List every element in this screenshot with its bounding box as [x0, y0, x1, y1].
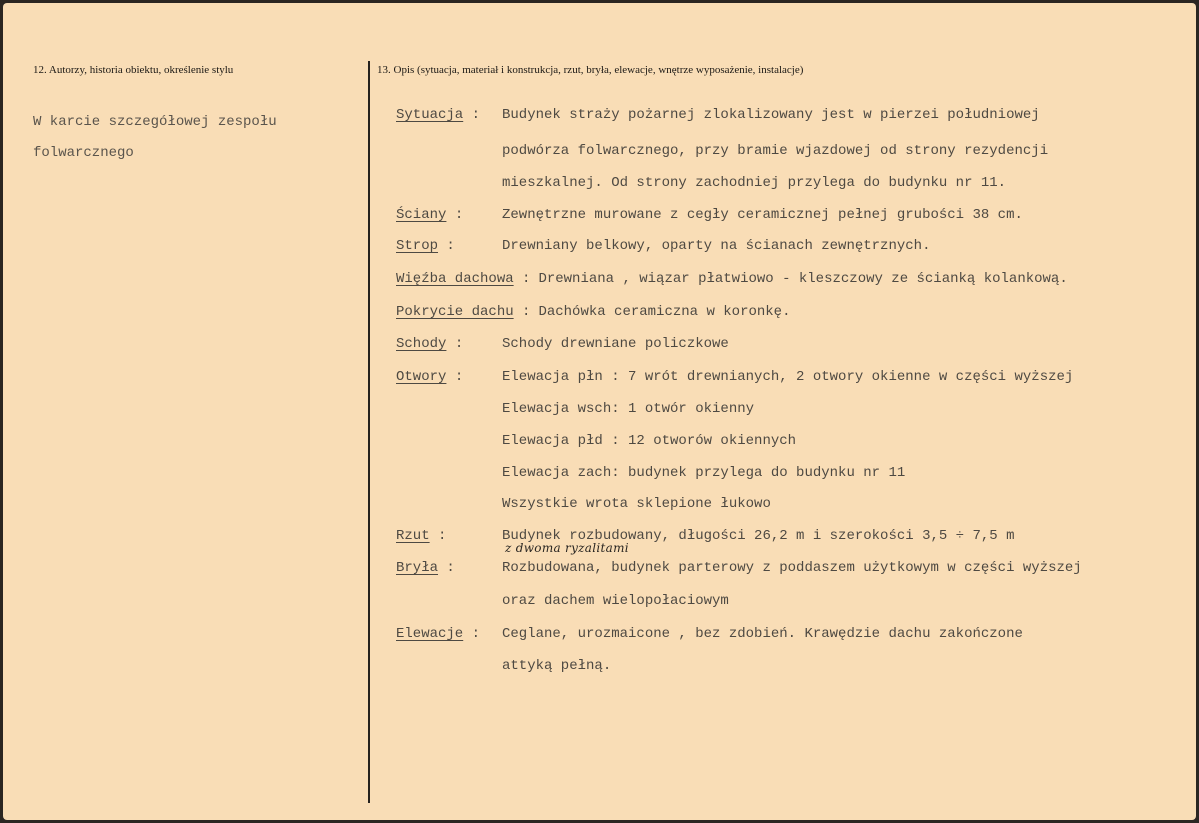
field-otwory	[396, 369, 1176, 389]
field-label: Rzut :	[396, 528, 447, 544]
field-label: Otwory :	[396, 369, 464, 385]
field-value: Dachówka ceramiczna w koronkę.	[538, 304, 791, 320]
section-12-line: W karcie szczegółowej zespołu	[33, 114, 277, 130]
field-label: Strop :	[396, 238, 455, 254]
field-value-continuation: Elewacja zach: budynek przylega do budynku nr 11	[502, 465, 906, 481]
field-label: Bryła :	[396, 560, 455, 576]
field-label: Ściany :	[396, 207, 464, 223]
field-value: Budynek rozbudowany, długości 26,2 m i szerokości 3,5 ÷ 7,5 m	[502, 528, 1015, 544]
field-label: Pokrycie dachu : Dachówka ceramiczna w koronkę.	[396, 304, 791, 320]
record-card	[3, 3, 1196, 820]
field-value-continuation: oraz dachem wielopołaciowym	[502, 593, 729, 609]
field-value-continuation: attyką pełną.	[502, 658, 612, 674]
field-label: Schody :	[396, 336, 464, 352]
field-label: Więźba dachowa : Drewniana , wiązar płatwiowo - kleszczowy ze ścianką kolankową.	[396, 271, 1068, 287]
section-12-content	[33, 107, 353, 169]
field-value-continuation: podwórza folwarcznego, przy bramie wjazdowej od strony rezydencji	[502, 143, 1049, 159]
field-strop	[396, 238, 1176, 258]
column-divider	[368, 61, 370, 803]
field-bryla	[396, 560, 1176, 580]
field-value: Rozbudowana, budynek parterowy z poddaszem użytkowym w części wyższej	[502, 560, 1082, 576]
section-12-line: folwarcznego	[33, 145, 134, 161]
field-label: Sytuacja :	[396, 107, 481, 123]
field-wiezba-dachowa	[396, 271, 1176, 291]
field-value: Ceglane, urozmaicone , bez zdobień. Krawędzie dachu zakończone	[502, 626, 1023, 642]
field-sciany	[396, 207, 1176, 227]
field-value: Drewniany belkowy, oparty na ścianach zewnętrznych.	[502, 238, 931, 254]
field-label: Elewacje :	[396, 626, 481, 642]
field-value: Schody drewniane policzkowe	[502, 336, 729, 352]
field-value: Budynek straży pożarnej zlokalizowany jest w pierzei południowej	[502, 107, 1040, 123]
field-value: Zewnętrzne murowane z cegły ceramicznej pełnej grubości 38 cm.	[502, 207, 1023, 223]
field-value-continuation: Elewacja wsch: 1 otwór okienny	[502, 401, 755, 417]
field-sytuacja	[396, 107, 1176, 127]
field-value-continuation: Elewacja płd : 12 otworów okiennych	[502, 433, 797, 449]
field-value: Elewacja płn : 7 wrót drewnianych, 2 otwory okienne w części wyższej	[502, 369, 1074, 385]
field-value: Drewniana , wiązar płatwiowo - kleszczowy ze ścianką kolankową.	[538, 271, 1068, 287]
field-value-continuation: mieszkalnej. Od strony zachodniej przylega do budynku nr 11.	[502, 175, 1007, 191]
section-12-heading: 12. Autorzy, historia obiektu, określenie stylu	[33, 64, 234, 76]
field-elewacje	[396, 626, 1176, 646]
field-value-continuation: Wszystkie wrota sklepione łukowo	[502, 496, 771, 512]
field-pokrycie-dachu	[396, 304, 1176, 324]
field-schody	[396, 336, 1176, 356]
section-13-heading: 13. Opis (sytuacja, materiał i konstrukcja, rzut, bryła, elewacje, wnętrze wyposażenie, instalacje)	[377, 64, 804, 76]
handwritten-note: z dwoma ryzalitami	[505, 541, 629, 555]
